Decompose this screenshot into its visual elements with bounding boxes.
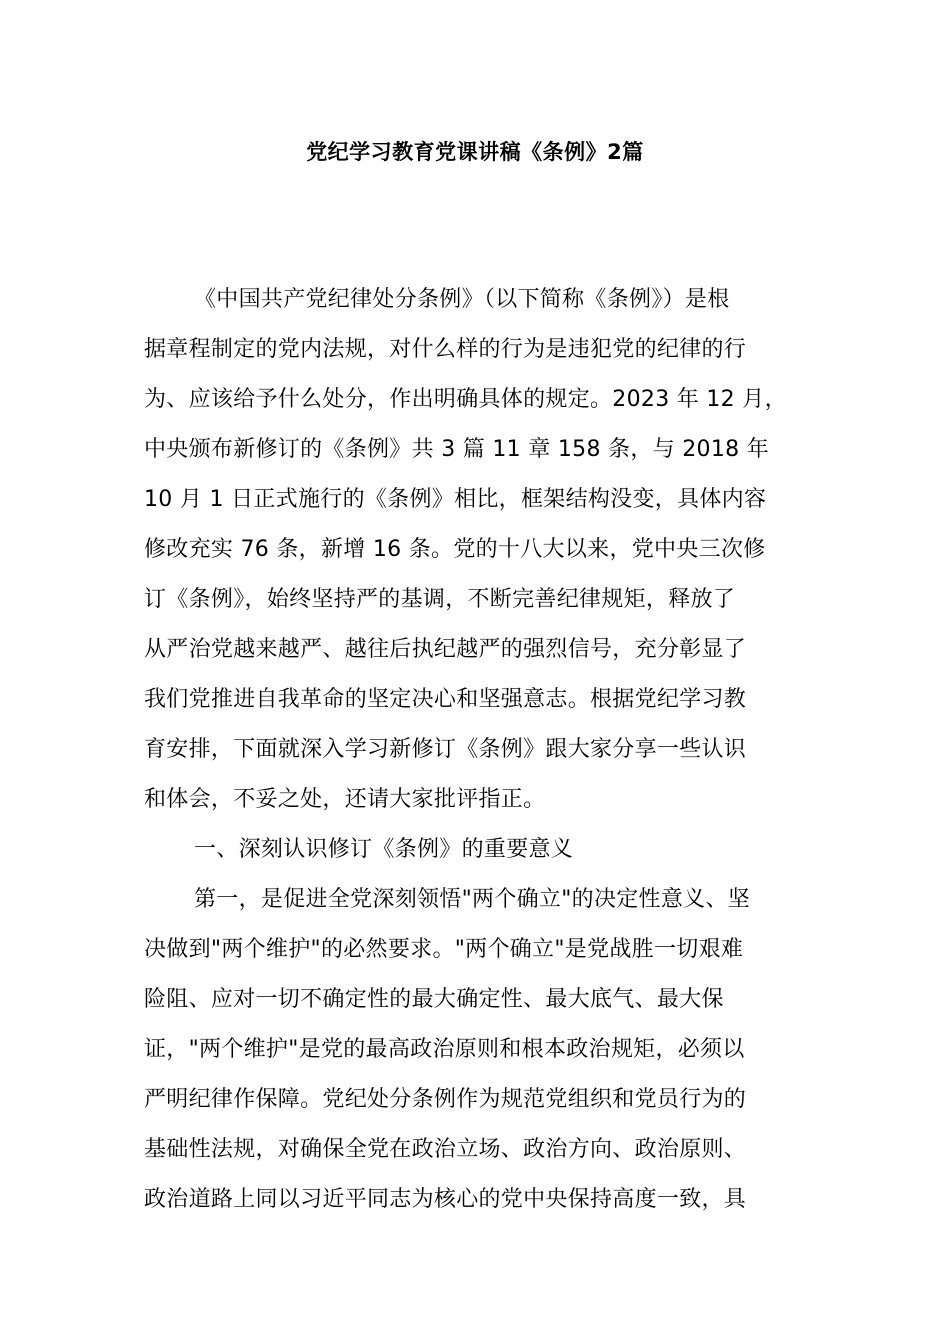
text-line: 政治道路上同以习近平同志为核心的党中央保持高度一致，具 [144,1187,747,1212]
text-line: 和体会，不妥之处，还请大家批评指正。 [144,787,546,812]
text-line: 为、应该给予什么处分，作出明确具体的规定。2023 年 12 月， [144,387,787,412]
text-line-paragraph-2-start: 第一，是促进全党深刻领悟"两个确立"的决定性意义、坚 [194,887,751,912]
document-body [144,285,834,1235]
text-line: 育安排，下面就深入学习新修订《条例》跟大家分享一些认识 [144,737,747,762]
document-title: 党纪学习教育党课讲稿《条例》2篇 [306,140,644,164]
text-line: 基础性法规，对确保全党在政治立场、政治方向、政治原则、 [144,1137,747,1162]
text-line: 严明纪律作保障。党纪处分条例作为规范党组织和党员行为的 [144,1087,747,1112]
text-line: 证，"两个维护"是党的最高政治原则和根本政治规矩，必须以 [144,1037,745,1062]
text-line: 订《条例》，始终坚持严的基调，不断完善纪律规矩，释放了 [144,587,736,612]
text-line: 修改充实 76 条，新增 16 条。党的十八大以来，党中央三次修 [144,537,766,562]
text-line: 我们党推进自我革命的坚定决心和坚强意志。根据党纪学习教 [144,687,747,712]
text-line: 险阻、应对一切不确定性的最大确定性、最大底气、最大保 [144,987,724,1012]
text-line: 从严治党越来越严、越往后执纪越严的强烈信号，充分彰显了 [144,637,747,662]
text-line: 决做到"两个维护"的必然要求。"两个确立"是党战胜一切艰难 [144,937,744,962]
section-heading: 一、深刻认识修订《条例》的重要意义 [194,837,574,862]
text-line: 据章程制定的党内法规，对什么样的行为是违犯党的纪律的行 [144,337,747,362]
text-line: 中央颁布新修订的《条例》共 3 篇 11 章 158 条，与 2018 年 [144,437,770,462]
text-line: 10 月 1 日正式施行的《条例》相比，框架结构没变，具体内容 [144,487,767,512]
text-line-paragraph-1-start: 《中国共产党纪律处分条例》（以下简称《条例》）是根 [194,287,730,312]
